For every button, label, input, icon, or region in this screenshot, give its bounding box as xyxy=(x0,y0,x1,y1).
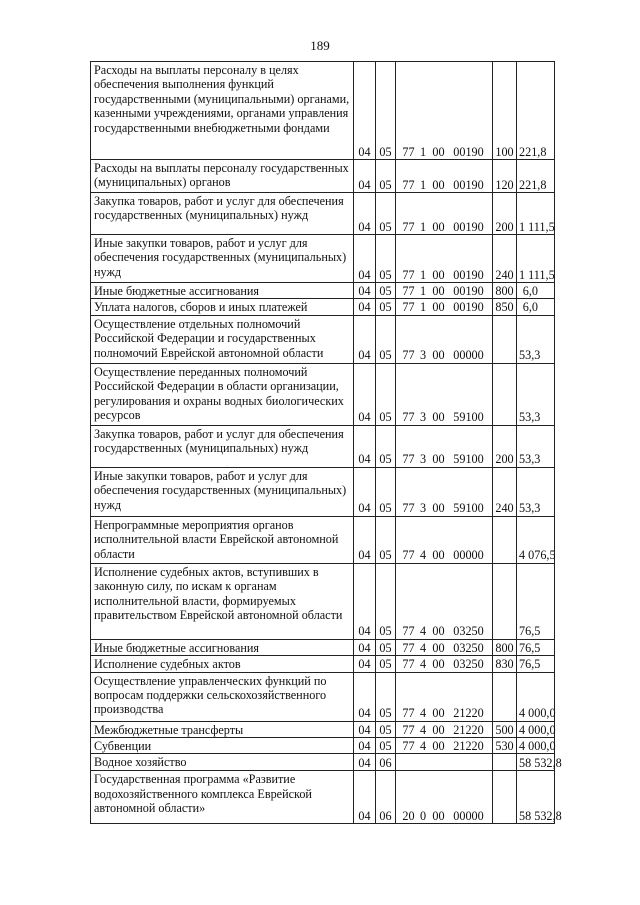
target-article-part: 4 xyxy=(419,657,427,672)
amount: 4 000,0 xyxy=(517,738,555,754)
target-article-part: 59100 xyxy=(453,501,484,516)
target-article-part: 00190 xyxy=(453,177,484,192)
target-article-part: 00 xyxy=(432,300,445,315)
amount: 58 532,8 xyxy=(517,754,555,771)
row-name: Осуществление отдельных полномочий Российской Федерации и государственных полномочий Еврейской автономной области xyxy=(91,315,354,363)
target-article-code xyxy=(396,639,493,655)
target-article-part: 77 xyxy=(402,706,415,721)
section-code: 04 xyxy=(354,283,376,299)
subsection-code: 05 xyxy=(376,283,396,299)
row-name: Государственная программа «Развитие водохозяйственного комплекса Еврейской автономной области» xyxy=(91,771,354,824)
target-article-code xyxy=(396,672,493,721)
target-article-part: 03250 xyxy=(453,624,484,639)
subsection-code: 05 xyxy=(376,721,396,737)
target-article-code xyxy=(396,315,493,363)
subsection-code: 06 xyxy=(376,771,396,824)
target-article-part: 3 xyxy=(419,452,427,467)
target-article-code xyxy=(396,425,493,467)
target-article-part: 00 xyxy=(432,284,445,298)
row-name: Иные бюджетные ассигнования xyxy=(91,639,354,655)
table-row xyxy=(91,771,555,824)
section-code: 04 xyxy=(354,235,376,283)
target-article-part: 21220 xyxy=(453,706,484,721)
table-row xyxy=(91,563,555,639)
target-article-part: 00000 xyxy=(453,348,484,363)
target-article-code xyxy=(396,563,493,639)
row-name: Исполнение судебных актов, вступивших в законную силу, по искам к органам исполнительной власти, формируемых правительством Еврейской автономной области xyxy=(91,563,354,639)
expense-type-code: 200 xyxy=(493,425,517,467)
target-article-part: 77 xyxy=(402,144,415,159)
target-article-code xyxy=(396,516,493,563)
target-article-part: 00000 xyxy=(453,548,484,563)
target-article-part: 00190 xyxy=(453,300,484,315)
target-article-part: 1 xyxy=(419,219,427,234)
table-row xyxy=(91,363,555,425)
expense-type-code xyxy=(493,315,517,363)
expense-type-code xyxy=(493,672,517,721)
target-article-part: 00190 xyxy=(453,144,484,159)
expense-type-code xyxy=(493,771,517,824)
subsection-code: 05 xyxy=(376,425,396,467)
target-article-part: 77 xyxy=(402,452,415,467)
subsection-code: 06 xyxy=(376,754,396,771)
target-article-part: 00 xyxy=(432,452,445,467)
section-code: 04 xyxy=(354,425,376,467)
expense-type-code: 830 xyxy=(493,656,517,672)
expense-type-code: 240 xyxy=(493,467,517,516)
target-article-code xyxy=(396,467,493,516)
table-row xyxy=(91,235,555,283)
expense-type-code: 530 xyxy=(493,738,517,754)
target-article-part: 00190 xyxy=(453,284,484,298)
amount: 221,8 xyxy=(517,160,555,193)
target-article-part: 77 xyxy=(402,284,415,298)
target-article-part: 77 xyxy=(402,640,415,655)
target-article-part: 21220 xyxy=(453,722,484,737)
row-name: Межбюджетные трансферты xyxy=(91,721,354,737)
target-article-part: 4 xyxy=(419,739,427,754)
section-code: 04 xyxy=(354,563,376,639)
table-row xyxy=(91,516,555,563)
row-name: Субвенции xyxy=(91,738,354,754)
expense-type-code: 850 xyxy=(493,299,517,315)
amount: 76,5 xyxy=(517,656,555,672)
amount: 4 076,5 xyxy=(517,516,555,563)
row-name: Водное хозяйство xyxy=(91,754,354,771)
section-code: 04 xyxy=(354,315,376,363)
table-row xyxy=(91,315,555,363)
subsection-code: 05 xyxy=(376,738,396,754)
table-row xyxy=(91,639,555,655)
amount: 53,3 xyxy=(517,467,555,516)
target-article-part: 00190 xyxy=(453,267,484,282)
row-name: Исполнение судебных актов xyxy=(91,656,354,672)
table-row xyxy=(91,754,555,771)
target-article-part: 3 xyxy=(419,348,427,363)
target-article-part: 77 xyxy=(402,624,415,639)
subsection-code: 05 xyxy=(376,62,396,160)
target-article-part: 3 xyxy=(419,501,427,516)
subsection-code: 05 xyxy=(376,193,396,235)
target-article-part: 00 xyxy=(432,410,445,425)
table-row xyxy=(91,283,555,299)
target-article-part: 1 xyxy=(419,284,427,298)
amount: 1 111,5 xyxy=(517,235,555,283)
target-article-part: 00 xyxy=(432,219,445,234)
target-article-part: 1 xyxy=(419,300,427,315)
subsection-code: 05 xyxy=(376,656,396,672)
target-article-part: 00 xyxy=(432,144,445,159)
section-code: 04 xyxy=(354,639,376,655)
section-code: 04 xyxy=(354,721,376,737)
target-article-code xyxy=(396,160,493,193)
expense-type-code: 800 xyxy=(493,283,517,299)
table-row xyxy=(91,738,555,754)
target-article-part: 00 xyxy=(432,624,445,639)
section-code: 04 xyxy=(354,62,376,160)
target-article-part: 4 xyxy=(419,640,427,655)
table-body xyxy=(91,62,562,824)
target-article-part: 59100 xyxy=(453,452,484,467)
expense-type-code: 500 xyxy=(493,721,517,737)
target-article-part: 4 xyxy=(419,624,427,639)
row-name: Иные бюджетные ассигнования xyxy=(91,283,354,299)
subsection-code: 05 xyxy=(376,516,396,563)
section-code: 04 xyxy=(354,193,376,235)
target-article-part: 1 xyxy=(419,267,427,282)
section-code: 04 xyxy=(354,516,376,563)
amount: 1 111,5 xyxy=(517,193,555,235)
table-row xyxy=(91,467,555,516)
section-code: 04 xyxy=(354,467,376,516)
expense-type-code: 800 xyxy=(493,639,517,655)
target-article-part: 77 xyxy=(402,501,415,516)
subsection-code: 05 xyxy=(376,315,396,363)
row-name: Уплата налогов, сборов и иных платежей xyxy=(91,299,354,315)
subsection-code: 05 xyxy=(376,299,396,315)
target-article-code xyxy=(396,299,493,315)
expense-type-code: 200 xyxy=(493,193,517,235)
target-article-part: 77 xyxy=(402,348,415,363)
expense-type-code: 240 xyxy=(493,235,517,283)
subsection-code: 05 xyxy=(376,563,396,639)
target-article-code xyxy=(396,62,493,160)
target-article-code xyxy=(396,656,493,672)
row-name: Расходы на выплаты персоналу государственных (муниципальных) органов xyxy=(91,160,354,193)
target-article-part: 1 xyxy=(419,144,427,159)
section-code: 04 xyxy=(354,656,376,672)
target-article-part: 20 xyxy=(402,809,415,824)
target-article-part: 77 xyxy=(402,410,415,425)
row-name: Осуществление управленческих функций по вопросам поддержки сельскохозяйственного производства xyxy=(91,672,354,721)
table-row xyxy=(91,721,555,737)
subsection-code: 05 xyxy=(376,235,396,283)
expense-type-code xyxy=(493,754,517,771)
subsection-code: 05 xyxy=(376,467,396,516)
target-article-part: 00 xyxy=(432,348,445,363)
section-code: 04 xyxy=(354,299,376,315)
table-row xyxy=(91,160,555,193)
amount: 6,0 xyxy=(517,299,555,315)
subsection-code: 05 xyxy=(376,363,396,425)
target-article-part: 77 xyxy=(402,722,415,737)
target-article-part: 00000 xyxy=(453,809,484,824)
expense-type-code xyxy=(493,516,517,563)
target-article-part: 00 xyxy=(432,739,445,754)
table-row xyxy=(91,299,555,315)
expense-type-code xyxy=(493,363,517,425)
subsection-code: 05 xyxy=(376,639,396,655)
table-row xyxy=(91,193,555,235)
target-article-part: 00 xyxy=(432,177,445,192)
page-number: 189 xyxy=(310,38,330,53)
amount: 76,5 xyxy=(517,639,555,655)
section-code: 04 xyxy=(354,738,376,754)
section-code: 04 xyxy=(354,160,376,193)
expense-type-code: 100 xyxy=(493,62,517,160)
target-article-code xyxy=(396,721,493,737)
target-article-part: 03250 xyxy=(453,640,484,655)
expense-type-code xyxy=(493,563,517,639)
target-article-part: 00 xyxy=(432,809,445,824)
row-name: Иные закупки товаров, работ и услуг для обеспечения государственных (муниципальных) нужд xyxy=(91,467,354,516)
section-code: 04 xyxy=(354,363,376,425)
amount: 58 532,8 xyxy=(517,771,555,824)
target-article-part: 00 xyxy=(432,657,445,672)
amount: 53,3 xyxy=(517,425,555,467)
target-article-code xyxy=(396,754,493,771)
amount: 4 000,0 xyxy=(517,721,555,737)
target-article-part: 00 xyxy=(432,706,445,721)
target-article-code xyxy=(396,363,493,425)
target-article-part: 77 xyxy=(402,548,415,563)
target-article-code xyxy=(396,283,493,299)
target-article-part: 59100 xyxy=(453,410,484,425)
amount: 221,8 xyxy=(517,62,555,160)
subsection-code: 05 xyxy=(376,672,396,721)
target-article-part: 4 xyxy=(419,722,427,737)
amount: 53,3 xyxy=(517,363,555,425)
amount: 6,0 xyxy=(517,283,555,299)
target-article-part: 00 xyxy=(432,548,445,563)
target-article-part: 00 xyxy=(432,501,445,516)
row-name: Закупка товаров, работ и услуг для обеспечения государственных (муниципальных) нужд xyxy=(91,425,354,467)
table-row xyxy=(91,672,555,721)
subsection-code: 05 xyxy=(376,160,396,193)
target-article-part: 77 xyxy=(402,267,415,282)
target-article-part: 77 xyxy=(402,300,415,315)
target-article-part: 0 xyxy=(419,809,427,824)
target-article-part: 00 xyxy=(432,267,445,282)
target-article-code xyxy=(396,193,493,235)
target-article-part: 00 xyxy=(432,640,445,655)
target-article-part: 4 xyxy=(419,548,427,563)
target-article-part: 77 xyxy=(402,657,415,672)
target-article-part: 77 xyxy=(402,177,415,192)
amount: 53,3 xyxy=(517,315,555,363)
table-row xyxy=(91,62,555,160)
row-name: Расходы на выплаты персоналу в целях обеспечения выполнения функций государственными (муниципальными) органами, казенными учреждениями, органами управления государственными внебюджетными фондами xyxy=(91,62,354,160)
target-article-code xyxy=(396,235,493,283)
target-article-part: 4 xyxy=(419,706,427,721)
target-article-code xyxy=(396,771,493,824)
budget-table xyxy=(90,61,562,824)
expense-type-code: 120 xyxy=(493,160,517,193)
target-article-part: 03250 xyxy=(453,657,484,672)
target-article-part: 00 xyxy=(432,722,445,737)
amount: 76,5 xyxy=(517,563,555,639)
section-code: 04 xyxy=(354,754,376,771)
row-name: Закупка товаров, работ и услуг для обеспечения государственных (муниципальных) нужд xyxy=(91,193,354,235)
row-name: Непрограммные мероприятия органов исполнительной власти Еврейской автономной области xyxy=(91,516,354,563)
target-article-part: 3 xyxy=(419,410,427,425)
row-name: Иные закупки товаров, работ и услуг для обеспечения государственных (муниципальных) нужд xyxy=(91,235,354,283)
target-article-part: 21220 xyxy=(453,739,484,754)
row-name: Осуществление переданных полномочий Российской Федерации в области организации, регулирования и охраны водных биологических ресурсов xyxy=(91,363,354,425)
table-row xyxy=(91,425,555,467)
section-code: 04 xyxy=(354,672,376,721)
section-code: 04 xyxy=(354,771,376,824)
target-article-part: 77 xyxy=(402,739,415,754)
amount: 4 000,0 xyxy=(517,672,555,721)
target-article-code xyxy=(396,738,493,754)
target-article-part: 00190 xyxy=(453,219,484,234)
target-article-part: 77 xyxy=(402,219,415,234)
table-row xyxy=(91,656,555,672)
target-article-part: 1 xyxy=(419,177,427,192)
